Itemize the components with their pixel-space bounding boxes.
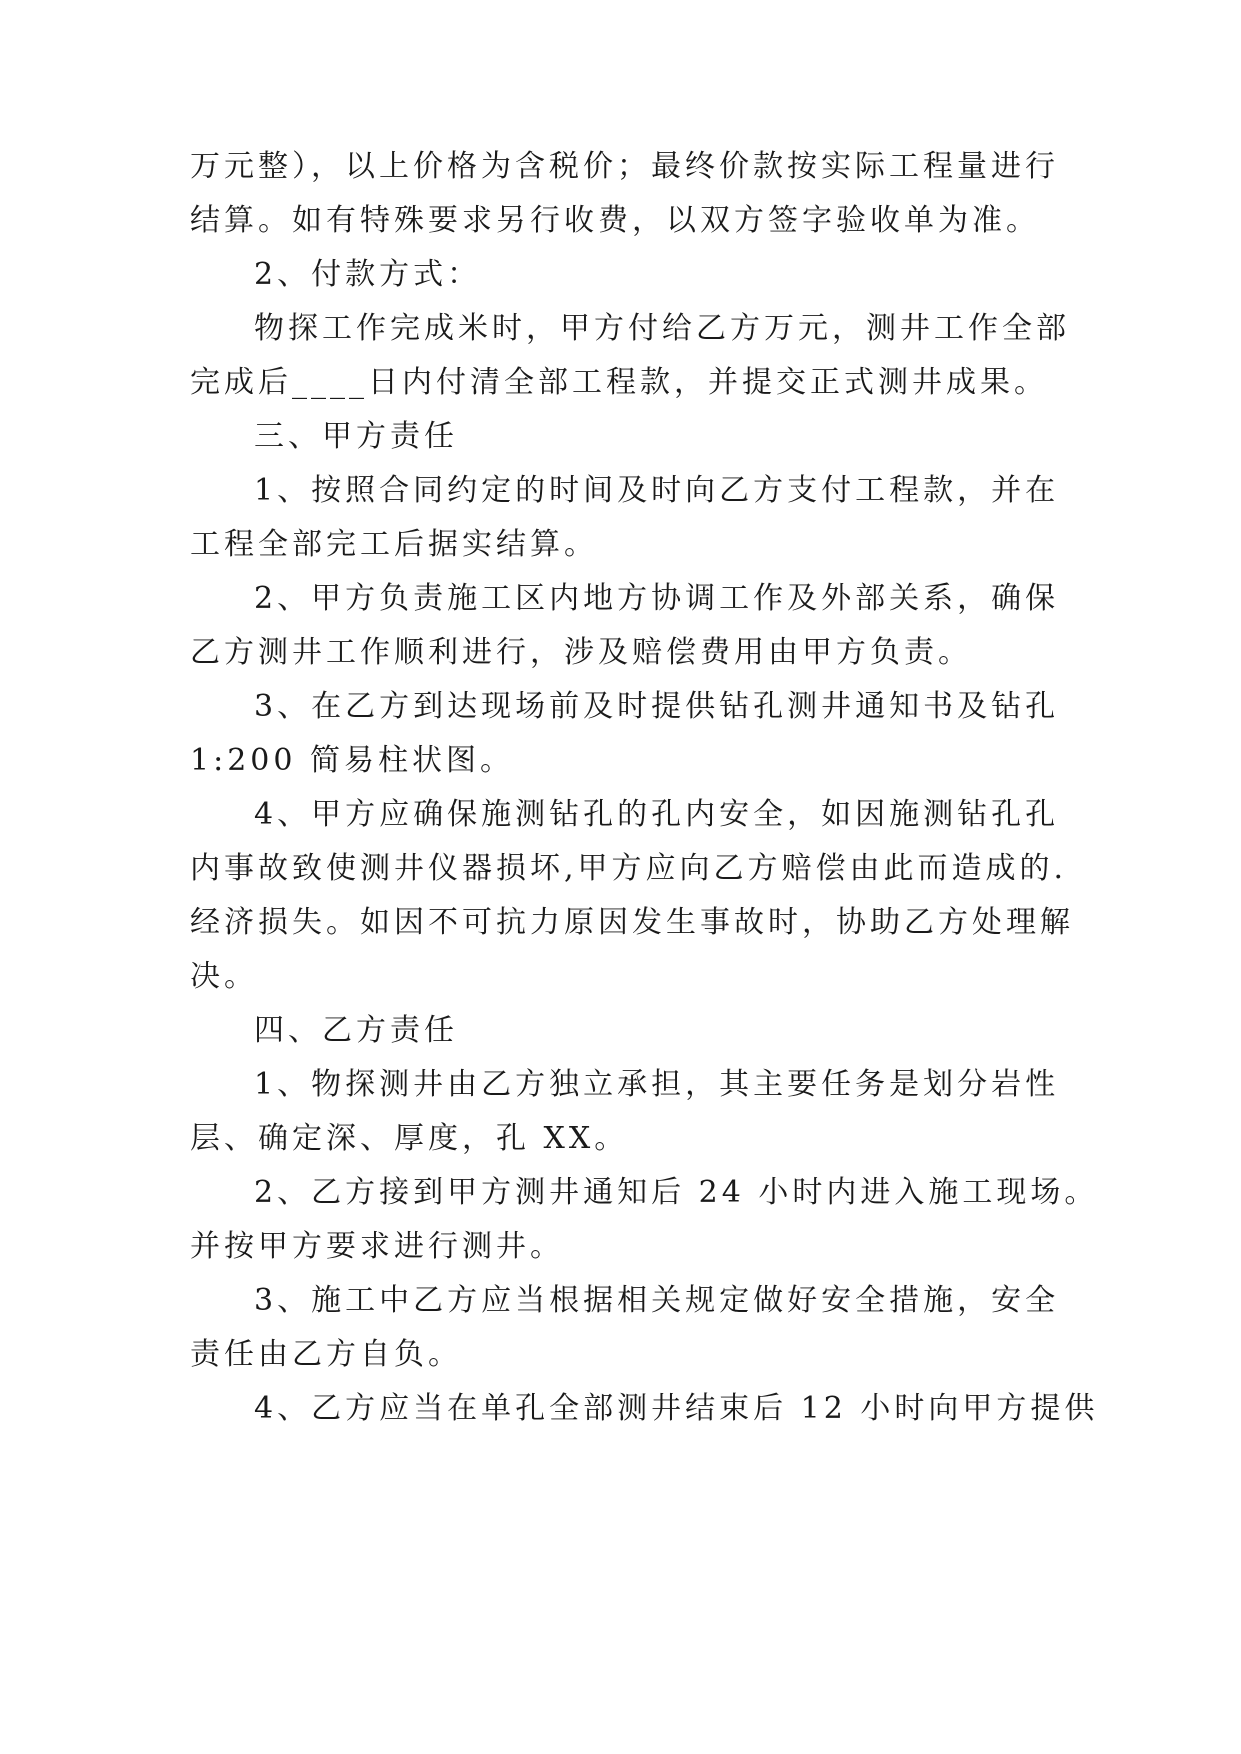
text-line: 经济损失。如因不可抗力原因发生事故时，协助乙方处理解: [190, 905, 1074, 940]
text-line: 3、在乙方到达现场前及时提供钻孔测井通知书及钻孔: [254, 689, 1060, 724]
text-line: 决。: [190, 959, 258, 994]
text-line: 4、甲方应确保施测钻孔的孔内安全，如因施测钻孔孔: [254, 797, 1060, 832]
text-line: 2、乙方接到甲方测井通知后 24 小时内进入施工现场。: [254, 1175, 1099, 1210]
section-heading: 四、乙方责任: [254, 1013, 458, 1048]
text-line: 层、确定深、厚度，孔 XX。: [190, 1121, 629, 1156]
text-line: 完成后____日内付清全部工程款，并提交正式测井成果。: [190, 365, 1048, 400]
text-line: 万元整），以上价格为含税价；最终价款按实际工程量进行: [190, 149, 1059, 184]
text-line: 工程全部完工后据实结算。: [190, 527, 598, 562]
clause-heading: 2、付款方式：: [254, 257, 482, 292]
text-line: 责任由乙方自负。: [190, 1337, 462, 1372]
text-line: 3、施工中乙方应当根据相关规定做好安全措施，安全: [254, 1283, 1060, 1318]
text-line: 1、物探测井由乙方独立承担，其主要任务是划分岩性: [254, 1067, 1060, 1102]
text-line: 1:200 简易柱状图。: [190, 743, 514, 778]
text-line: 物探工作完成米时，甲方付给乙方万元，测井工作全部: [254, 311, 1070, 346]
text-line: 结算。如有特殊要求另行收费，以双方签字验收单为准。: [190, 203, 1040, 238]
section-heading: 三、甲方责任: [254, 419, 458, 454]
text-line: 4、乙方应当在单孔全部测井结束后 12 小时向甲方提供: [254, 1391, 1099, 1426]
text-line: 并按甲方要求进行测井。: [190, 1229, 564, 1264]
text-line: 乙方测井工作顺利进行，涉及赔偿费用由甲方负责。: [190, 635, 972, 670]
text-line: 内事故致使测井仪器损坏,甲方应向乙方赔偿由此而造成的.: [190, 851, 1068, 886]
text-line: 2、甲方负责施工区内地方协调工作及外部关系，确保: [254, 581, 1060, 616]
text-line: 1、按照合同约定的时间及时向乙方支付工程款，并在: [254, 473, 1060, 508]
